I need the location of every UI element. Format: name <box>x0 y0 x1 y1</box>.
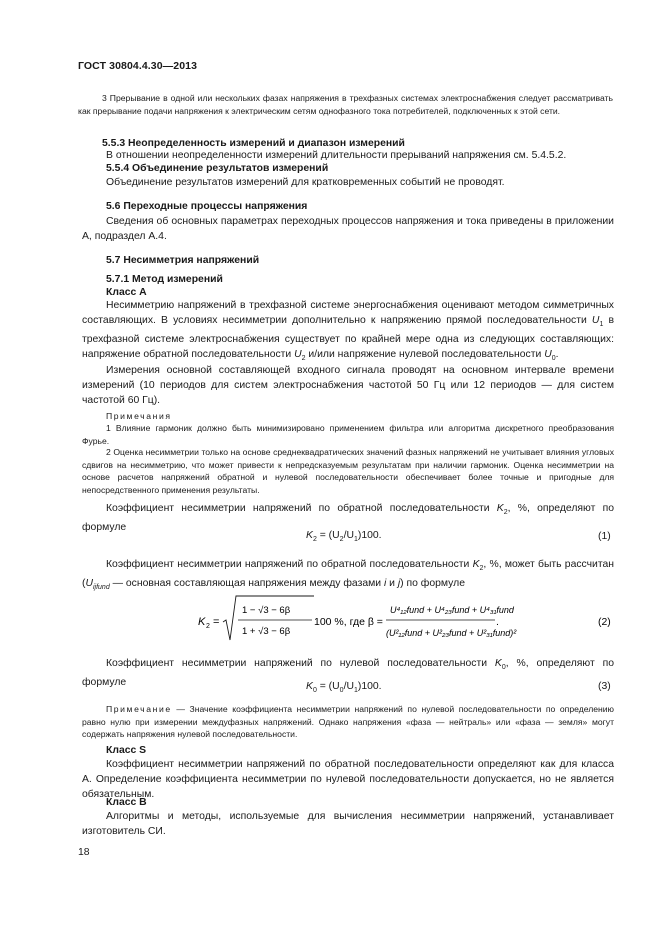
eq2-period: . <box>496 616 499 628</box>
k2-alt-intro: Коэффициент несимметрии напряжений по обратной последовательности $K_2$, %, может быть рассчитан ($U_{ijfund}$ — основная составляющая напряжения между фазами i и j) по формуле <box>82 559 614 592</box>
section-5-6-heading: 5.6 Переходные процессы напряжения <box>106 201 308 212</box>
equation-1: $K_2 = (U_2/U_1)100$. <box>306 530 382 544</box>
note-zero-sequence: Примечание — Значение коэффициента несимметрии напряжений по нулевой последовательности по определению равно нулю при измерении междуфазных напряжений. Однако напряжения «фаза — нейтраль» или «фаза — земля» могут содержать напряжения нулевой последовательности. <box>82 704 614 740</box>
page-number: 18 <box>78 847 90 858</box>
note-1: 1 Влияние гармоник должно быть минимизировано применением фильтра или алгоритма дискретного преобразования Фурье. <box>82 423 614 446</box>
section-5-6-text: Сведения об основных параметрах переходных процессов напряжения и тока приведены в приложении А, подраздел А.4. <box>82 216 614 242</box>
k0-intro: Коэффициент несимметрии напряжений по нулевой последовательности $K_0$, %, определяют по формуле <box>82 658 614 689</box>
equation-3: $K_0 = (U_0/U_1)100$. <box>306 681 382 695</box>
eq2-lhs: K <box>198 616 206 628</box>
class-s-heading: Класс S <box>106 745 147 756</box>
beta-denominator: (U²₁₂fund + U²₂₃fund + U²₃₁fund)² <box>386 628 517 638</box>
class-b-text: Алгоритмы и методы, используемые для вычисления несимметрии напряжений, устанавливает изготовитель СИ. <box>82 811 614 837</box>
measurement-interval-paragraph: Измерения основной составляющей входного сигнала проводят на основном интервале времени измерений (10 периодов для систем электроснабжения частотой 50 Гц или 12 периодов — для систем частотой 60 Гц). <box>82 365 614 406</box>
note-2: 2 Оценка несимметрии только на основе среднеквадратических значений фазных напряжений не учитывает влияния угловых сдвигов на несимметрию, что может привести к непредсказуемым результатам при наличии гармоник. Оценка несимметрии на основе расчетов напряжений обратной и нулевой последовательности обеспечивает более точные и пригодные для непосредственного применения результаты. <box>82 447 614 495</box>
equation-2 <box>190 592 630 648</box>
eq2-denominator: 1 + √3 − 6β <box>242 626 291 637</box>
class-s-text: Коэффициент несимметрии напряжений по обратной последовательности определяют как для класса А. Определение коэффициента несимметрии по нулевой последовательности допускается, но не является обязательным. <box>82 759 614 800</box>
section-5-7-1-heading: 5.7.1 Метод измерений <box>106 274 223 285</box>
beta-numerator: U⁴₁₂fund + U⁴₂₃fund + U⁴₃₁fund <box>390 605 514 615</box>
section-5-5-4-heading: 5.5.4 Объединение результатов измерений <box>106 163 329 174</box>
document-header: ГОСТ 30804.4.30—2013 <box>78 60 198 72</box>
class-a-heading: Класс А <box>106 287 147 298</box>
eq2-numerator: 1 − √3 − 6β <box>242 605 291 616</box>
equation-3-number: (3) <box>598 681 611 692</box>
section-5-5-4-text: Объединение результатов измерений для кратковременных событий не проводят. <box>106 177 505 188</box>
class-b-heading: Класс В <box>106 797 147 808</box>
note-3: 3 Прерывание в одной или нескольких фазах напряжения в трехфазных системах электроснабжения следует рассматривать как прерывание подачи напряжения к электрическим сетям однофазного тока потребителей, подключенных к этой сети. <box>78 93 613 116</box>
equation-2-number: (2) <box>598 617 611 628</box>
unbalance-paragraph: Несимметрию напряжений в трехфазной системе энергоснабжения оценивают методом симметричных составляющих. В условиях несимметрии дополнительно к напряжению прямой последовательности $U_1$ в трехфазной системе электроснабжения существует по крайней мере одна из следующих составляющих: напряжение обратной последовательности $U_2$ и/или напряжение нулевой последовательности $U_0$. <box>82 300 614 363</box>
k2-intro: Коэффициент несимметрии напряжений по обратной последовательности $K_2$, %, определяют по формуле <box>82 503 614 534</box>
section-5-5-3-text: В отношении неопределенности измерений длительности прерываний напряжения см. 5.4.5.2. <box>106 150 567 161</box>
eq2-percent-where: 100 %, где β = <box>314 616 383 628</box>
section-5-5-3-heading: 5.5.3 Неопределенность измерений и диапазон измерений <box>102 138 405 149</box>
notes-label: Примечания <box>106 411 172 421</box>
section-5-7-heading: 5.7 Несимметрия напряжений <box>106 255 260 266</box>
equation-1-number: (1) <box>598 531 611 542</box>
eq2-equals: = <box>213 616 220 628</box>
eq2-lhs-sub: 2 <box>206 623 210 630</box>
